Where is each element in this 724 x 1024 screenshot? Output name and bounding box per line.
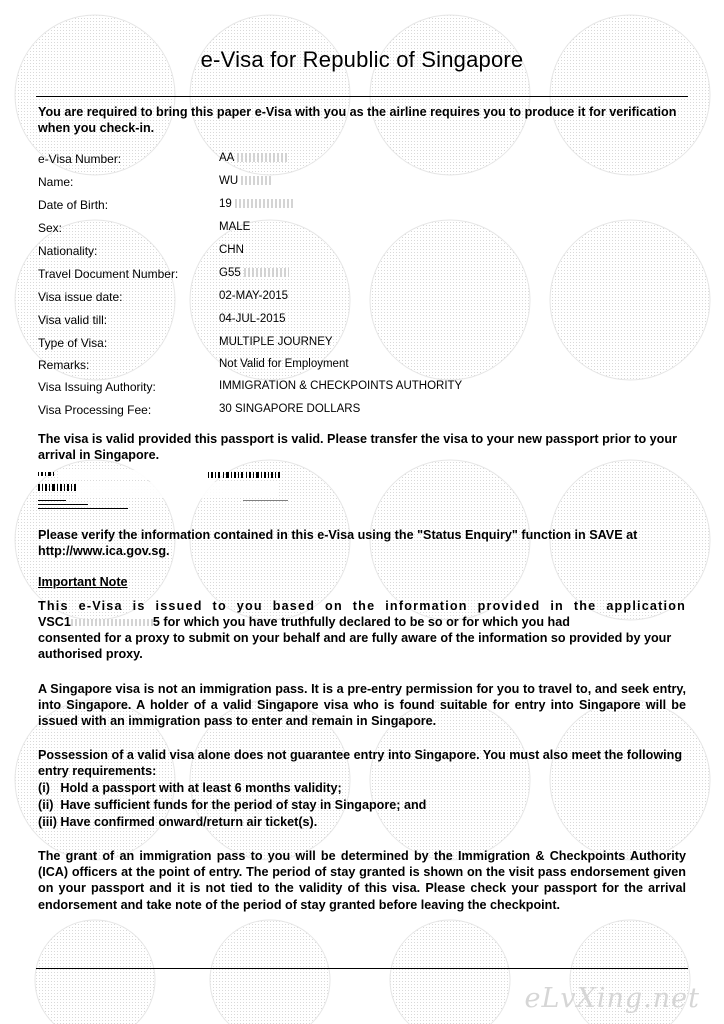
important-note-heading: Important Note <box>38 575 128 589</box>
field-label: Travel Document Number: <box>38 267 179 281</box>
important-line-2: VSC1 5 for which you have truthfully declared to be so or for which you had <box>38 615 570 629</box>
field-label: Name: <box>38 175 74 189</box>
field-value: 30 SINGAPORE DOLLARS <box>219 403 361 415</box>
field-value: Not Valid for Employment <box>219 358 349 370</box>
header-rule <box>36 96 688 97</box>
intro-paragraph: You are required to bring this paper e-Visa with you as the airline requires you to produce it for verification when you check-in. <box>38 105 677 136</box>
field-row-processing-fee <box>38 403 686 419</box>
important-rest: consented for a proxy to submit on your behalf and are fully aware of the information so provided by your authorised proxy. <box>38 631 672 662</box>
field-row-dob <box>38 198 686 214</box>
field-row-nationality <box>38 244 686 260</box>
field-label: Sex: <box>38 221 63 235</box>
entry-requirement-item: (i) Hold a passport with at least 6 months validity; <box>38 781 342 795</box>
field-value: AA <box>219 152 287 164</box>
important-line-1: This e-Visa is issued to you based on the information provided in the application <box>38 599 686 613</box>
field-value: G55 <box>219 267 289 279</box>
field-value: WU <box>219 175 271 187</box>
field-label: Visa Issuing Authority: <box>38 380 156 394</box>
field-value: 02-MAY-2015 <box>219 290 289 302</box>
field-label: Date of Birth: <box>38 198 109 212</box>
entry-requirement-item: (iii) Have confirmed onward/return air ticket(s). <box>38 815 318 829</box>
footer-rule <box>36 968 688 969</box>
field-value: MALE <box>219 221 251 233</box>
document-title: e-Visa for Republic of Singapore <box>200 47 524 72</box>
field-value: MULTIPLE JOURNEY <box>219 336 333 348</box>
field-label: e-Visa Number: <box>38 152 122 166</box>
para-entry-requirements: Possession of a valid visa alone does not guarantee entry into Singapore. You must also meet the following entry requirements: <box>38 748 683 779</box>
field-value: IMMIGRATION & CHECKPOINTS AUTHORITY <box>219 380 463 392</box>
field-value: CHN <box>219 244 244 256</box>
field-label: Visa issue date: <box>38 290 123 304</box>
field-row-travel-document <box>38 267 686 283</box>
field-row-issue-date <box>38 290 686 306</box>
field-label: Nationality: <box>38 244 98 258</box>
para-not-immigration-pass: A Singapore visa is not an immigration pass. It is a pre-entry permission for you to travel to, and seek entry, into Singapore. A holder of a valid Singapore visa who is found suitable for entry into Singapore will be issued with an immigration pass to enter and remain in Singapore. <box>38 682 686 729</box>
field-row-evisa-number <box>38 152 686 168</box>
validity-note: The visa is valid provided this passport is valid. Please transfer the visa to your new passport prior to your arrival in Singapore. <box>38 432 677 463</box>
field-row-issuing-authority <box>38 380 686 396</box>
field-row-remarks <box>38 358 686 374</box>
field-row-sex <box>38 221 686 237</box>
field-value: 04-JUL-2015 <box>219 313 286 325</box>
field-label: Type of Visa: <box>38 336 108 350</box>
field-value: 19 <box>219 198 295 210</box>
verify-note: Please verify the information contained in this e-Visa using the "Status Enquiry" function in SAVE at http://www.ica.gov.sg. <box>38 528 638 559</box>
site-watermark: eLvXing.net <box>524 983 700 1014</box>
field-label: Visa valid till: <box>38 313 108 327</box>
para-grant-of-pass: The grant of an immigration pass to you will be determined by the Immigration & Checkpoints Authority (ICA) officers at the point of entry. The period of stay granted is shown on the visit pass endorsement given on your passport and it is not tied to the validity of this visa. Please check your passport for the arrival endorsement and take note of the period of stay granted before leaving the checkpoint. <box>38 849 686 912</box>
barcode-strip <box>38 470 288 516</box>
field-row-visa-type <box>38 336 686 352</box>
entry-requirement-item: (ii) Have sufficient funds for the period of stay in Singapore; and <box>38 798 427 812</box>
field-label: Remarks: <box>38 358 90 372</box>
field-row-valid-till <box>38 313 686 329</box>
field-row-name <box>38 175 686 191</box>
field-label: Visa Processing Fee: <box>38 403 152 417</box>
